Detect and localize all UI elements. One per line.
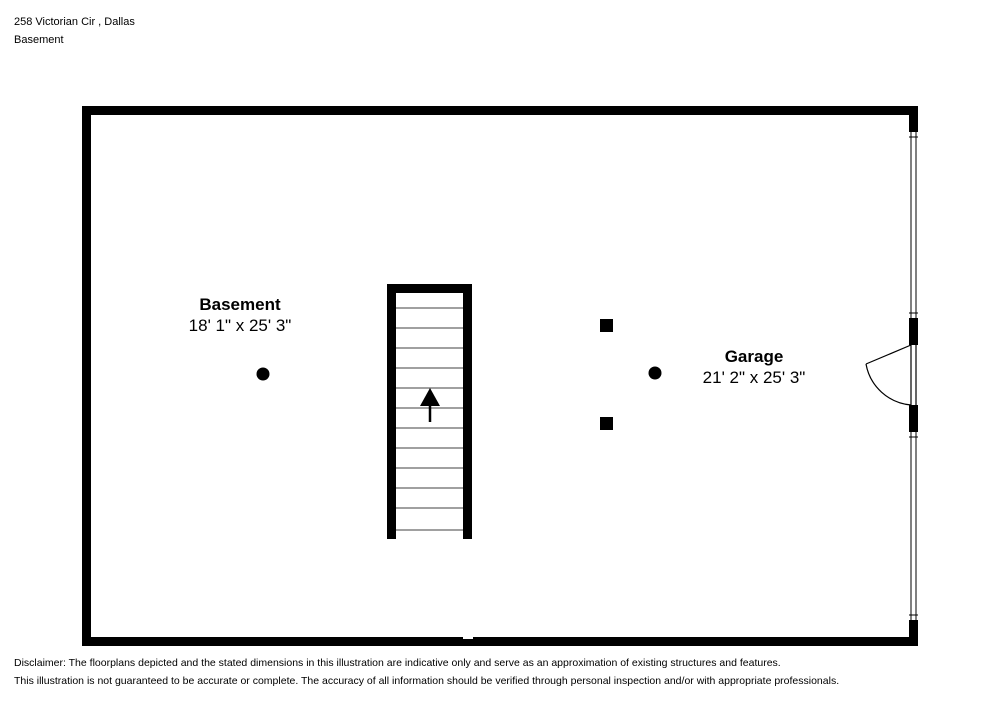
wall-right-top bbox=[909, 106, 918, 132]
disclaimer-line-2: This illustration is not guaranteed to be accurate or complete. The accuracy of all information should be verified through personal inspection and/or with appropriate professionals. bbox=[14, 675, 840, 687]
wall-right-bottom bbox=[909, 620, 918, 646]
floor-level-label: Basement bbox=[14, 34, 64, 46]
basement-center-marker-icon bbox=[257, 368, 270, 381]
wall-bottom-mark bbox=[463, 636, 473, 639]
support-column-lower bbox=[600, 417, 613, 430]
stair-wall-right bbox=[463, 284, 472, 539]
staircase bbox=[387, 284, 472, 539]
wall-top bbox=[82, 106, 918, 115]
wall-right-mid-lower bbox=[909, 405, 918, 432]
support-column-upper bbox=[600, 319, 613, 332]
wall-right-mid-upper bbox=[909, 318, 918, 345]
garage-door-lower bbox=[909, 432, 918, 620]
wall-left bbox=[82, 106, 91, 646]
entry-door bbox=[866, 345, 916, 405]
stair-wall-left bbox=[387, 284, 396, 539]
wall-bottom bbox=[82, 637, 918, 646]
room-name-basement: Basement bbox=[199, 295, 281, 314]
disclaimer-line-1: Disclaimer: The floorplans depicted and the stated dimensions in this illustration are indicative only and serve as an approximation of existing structures and features. bbox=[14, 657, 781, 669]
garage-door-upper bbox=[909, 132, 918, 318]
garage-center-marker-icon bbox=[649, 367, 662, 380]
room-dimensions-garage: 21' 2" x 25' 3" bbox=[702, 368, 806, 387]
room-dimensions-basement: 18' 1" x 25' 3" bbox=[188, 316, 292, 335]
property-address: 258 Victorian Cir , Dallas bbox=[14, 16, 135, 28]
stair-wall-top bbox=[387, 284, 472, 293]
room-name-garage: Garage bbox=[724, 347, 784, 366]
stair-up-arrow-icon bbox=[420, 388, 440, 422]
